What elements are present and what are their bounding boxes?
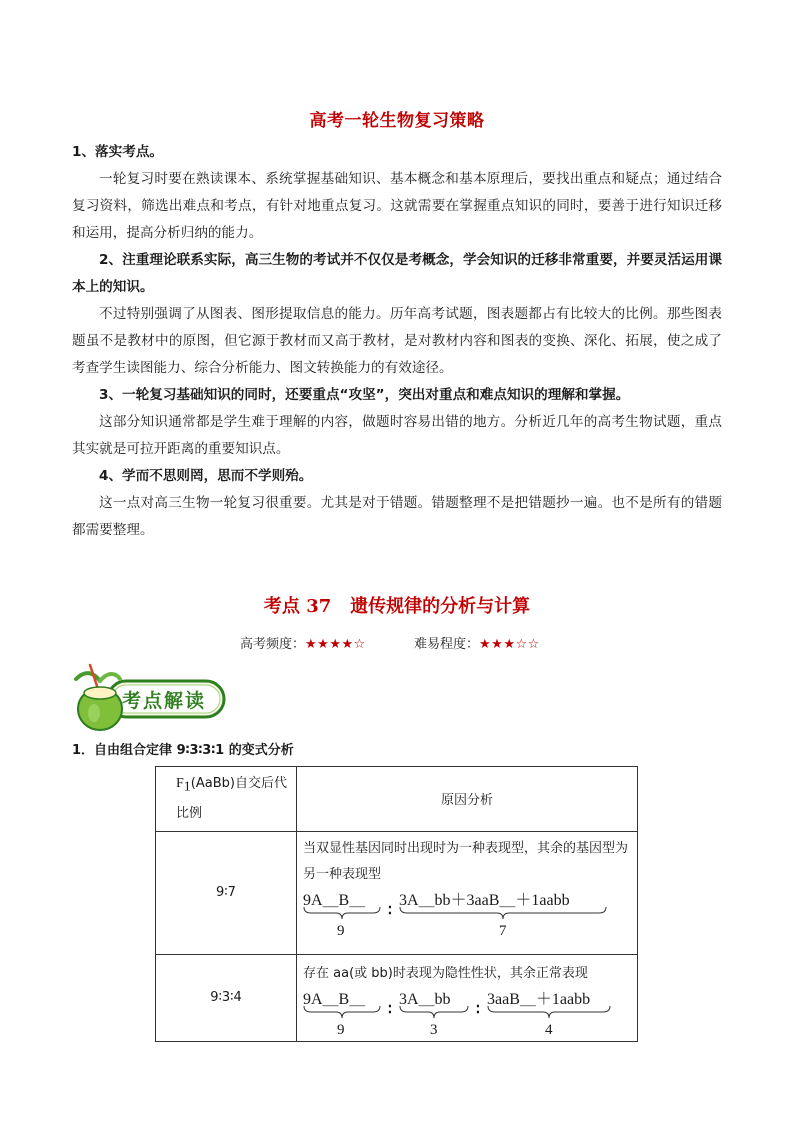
ratio-cell: 9∶7 bbox=[156, 831, 297, 954]
formula-term: 3A＿bb bbox=[399, 990, 451, 1008]
strategy-paragraph-4: 这一点对高三生物一轮复习很重要。尤其是对于错题。错题整理不是把错题抄一遍。也不是所有的错题都需要整理。 bbox=[72, 495, 722, 538]
reason-cell bbox=[297, 954, 638, 1041]
table-header-row bbox=[156, 767, 638, 832]
ratio-colon: ∶ bbox=[388, 1001, 392, 1018]
formula-count: 7 bbox=[499, 922, 507, 939]
strategy-heading-4: 4、学而不思则罔，思而不学则殆。 bbox=[99, 468, 313, 484]
formula-term: 9A＿B＿ bbox=[303, 891, 366, 909]
formula-count: 9 bbox=[337, 1021, 345, 1038]
reason-text: 存在 aa(或 bb)时表现为隐性性状，其余正常表现 bbox=[303, 965, 588, 981]
frequency-rating bbox=[240, 633, 366, 652]
ratio-column-header: $F_1(AaBb)$自交后代比例 bbox=[156, 767, 297, 832]
strategy-paragraph-3: 这部分知识通常都是学生难于理解的内容，做题时容易出错的地方。分析近几年的高考生物试题，重点其实就是可拉开距离的重要知识点。 bbox=[72, 414, 722, 457]
formula-term: 3A＿bb＋3aaB＿＋1aabb bbox=[399, 891, 570, 909]
ratio-table bbox=[155, 766, 638, 1042]
reason-column-header: 原因分析 bbox=[297, 767, 638, 832]
formula-count: 3 bbox=[430, 1021, 438, 1038]
formula-term: 9A＿B＿ bbox=[303, 990, 366, 1008]
section-banner bbox=[70, 661, 230, 735]
strategy-paragraph-2: 不过特别强调了从图表、图形提取信息的能力。历年高考试题，图表题都占有比较大的比例。那些图表题虽不是教材中的原图，但它源于教材而又高于教材，是对教材内容和图表的变换、深化、拓展，使之成了考查学生读图能力、综合分析能力、图文转换能力的有效途径。 bbox=[72, 306, 722, 376]
strategy-heading-2: 2、注重理论联系实际，高三生物的考试并不仅仅是考概念，学会知识的迁移非常重要，并要灵活运用课本上的知识。 bbox=[72, 252, 722, 295]
topic-title-text: 遗传规律的分析与计算 bbox=[350, 596, 531, 617]
topic-title-prefix: 考点 bbox=[263, 596, 300, 617]
table-row bbox=[156, 954, 638, 1041]
topic-number: 37 bbox=[306, 596, 332, 617]
formula-count: 9 bbox=[337, 922, 345, 939]
ratio-cell: 9∶3∶4 bbox=[156, 954, 297, 1041]
strategy-paragraph-1: 一轮复习时要在熟读课本、系统掌握基础知识、基本概念和基本原理后，要找出重点和疑点；通过结合复习资料，筛选出难点和考点，有针对地重点复习。这就需要在掌握重点知识的同时，要善于进行知识迁移和运用，提高分析归纳的能力。 bbox=[72, 171, 722, 241]
difficulty-label: 难易程度： bbox=[414, 637, 480, 652]
ratio-colon: ∶ bbox=[388, 902, 392, 919]
strategy-heading-3: 3、一轮复习基础知识的同时，还要重点“攻坚”，突出对重点和难点知识的理解和掌握。 bbox=[99, 387, 630, 403]
genotype-formula bbox=[303, 987, 631, 1038]
frequency-label: 高考频度： bbox=[240, 637, 306, 652]
frequency-stars: ★★★★☆ bbox=[305, 637, 366, 652]
formula-count: 4 bbox=[545, 1021, 553, 1038]
reason-text: 当双显性基因同时出现时为一种表现型，其余的基因型为另一种表现型 bbox=[303, 840, 629, 882]
genotype-formula bbox=[303, 888, 631, 950]
ratio-colon: ∶ bbox=[476, 1001, 480, 1018]
banner-label: 考点解读 bbox=[122, 690, 207, 712]
difficulty-rating bbox=[414, 633, 540, 652]
formula-term: 3aaB＿＋1aabb bbox=[487, 990, 591, 1008]
page-title: 高考一轮生物复习策略 bbox=[309, 111, 485, 131]
difficulty-stars: ★★★☆☆ bbox=[479, 637, 540, 652]
reason-cell bbox=[297, 831, 638, 954]
section-heading: 1．自由组合定律 9∶3∶3∶1 的变式分析 bbox=[72, 743, 294, 758]
strategy-heading-1: 1、落实考点。 bbox=[72, 144, 164, 160]
topic-title bbox=[0, 592, 794, 618]
table-row bbox=[156, 831, 638, 954]
